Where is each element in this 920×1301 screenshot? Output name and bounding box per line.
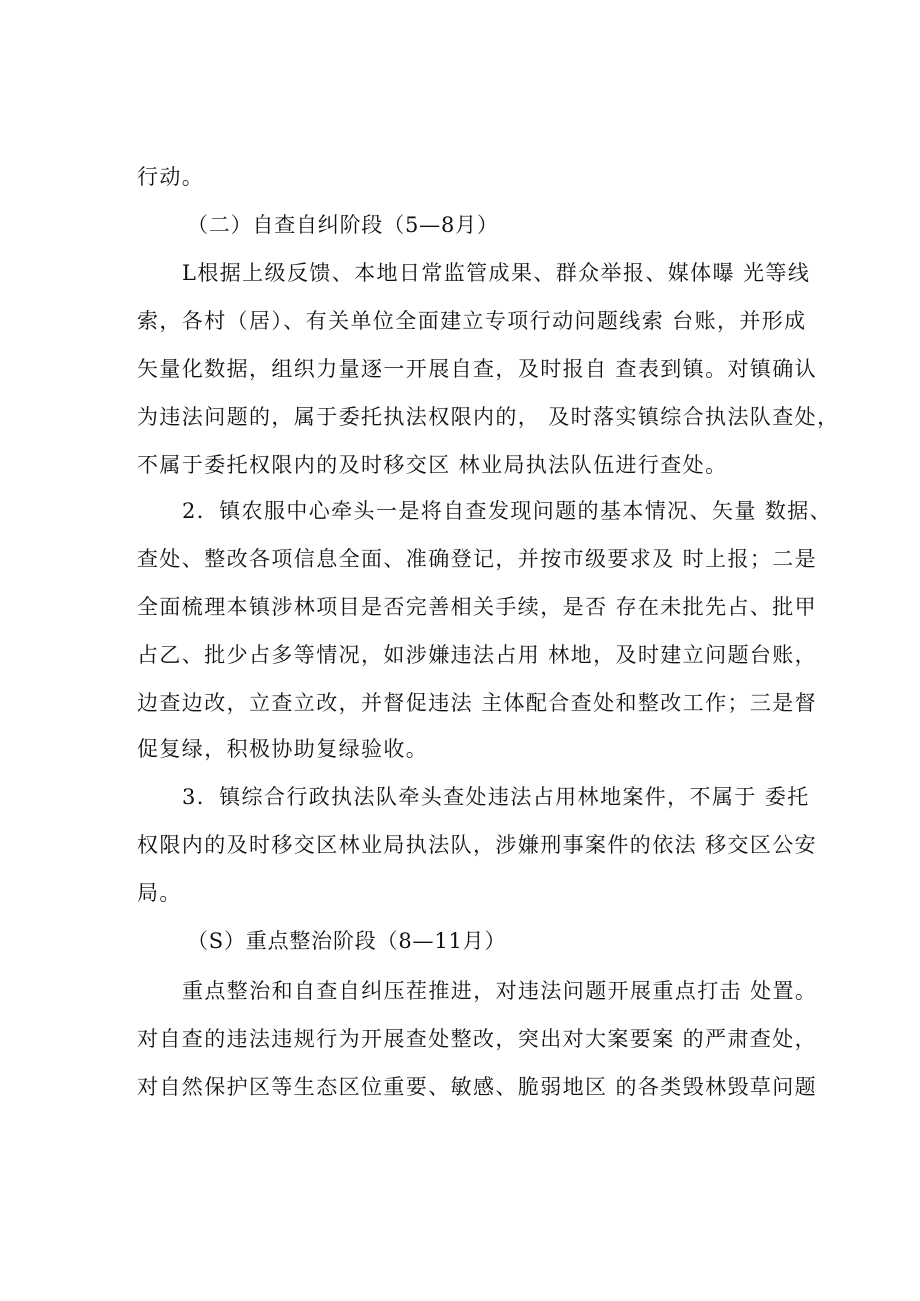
text-line: 索，各村（居）、有关单位全面建立专项行动问题线索 台账，并形成 (137, 309, 807, 333)
text-line: 矢量化数据，组织力量逐一开展自查，及时报自 查表到镇。对镇确认 (137, 357, 818, 381)
text-line: 不属于委托权限内的及时移交区 林业局执法队伍进行查处。 (137, 453, 728, 477)
text-line: 2．镇农服中心牵头一是将自查发现问题的基本情况、矢量 数据、 (182, 499, 833, 523)
text-line: 行动。 (137, 165, 205, 189)
text-line: 对自然保护区等生态区位重要、敏感、脆弱地区 的各类毁林毁草问题 (137, 1075, 818, 1099)
text-line: 对自查的违法违规行为开展查处整改，突出对大案要案 的严肃查处， (137, 1027, 818, 1051)
text-line: 边查边改，立查立改，并督促违法 主体配合查处和整改工作；三是督 (137, 691, 818, 715)
text-line: 为违法问题的，属于委托执法权限内的， 及时落实镇综合执法队查处， (137, 405, 840, 429)
section-heading: （S）重点整治阶段（8—11月） (187, 929, 507, 953)
text-line: 全面梳理本镇涉林项目是否完善相关手续，是否 存在未批先占、批甲 (137, 595, 818, 619)
section-heading: （二）自查自纠阶段（5—8月） (187, 213, 499, 237)
text-line: 重点整治和自查自纠压茬推进，对违法问题开展重点打击 处置。 (182, 979, 818, 1003)
text-line: 3．镇综合行政执法队牵头查处违法占用林地案件，不属于 委托 (182, 785, 810, 809)
text-line: 权限内的及时移交区林业局执法队，涉嫌刑事案件的依法 移交区公安 (137, 833, 818, 857)
text-line: 占乙、批少占多等情况，如涉嫌违法占用 林地，及时建立问题台账， (137, 643, 818, 667)
text-line: 局。 (137, 881, 182, 905)
text-line: 促复绿，积极协助复绿验收。 (137, 737, 429, 761)
text-line: L根据上级反馈、本地日常监管成果、群众举报、媒体曝 光等线 (182, 261, 811, 285)
text-line: 查处、整改各项信息全面、准确登记，并按市级要求及 时上报；二是 (137, 547, 818, 571)
